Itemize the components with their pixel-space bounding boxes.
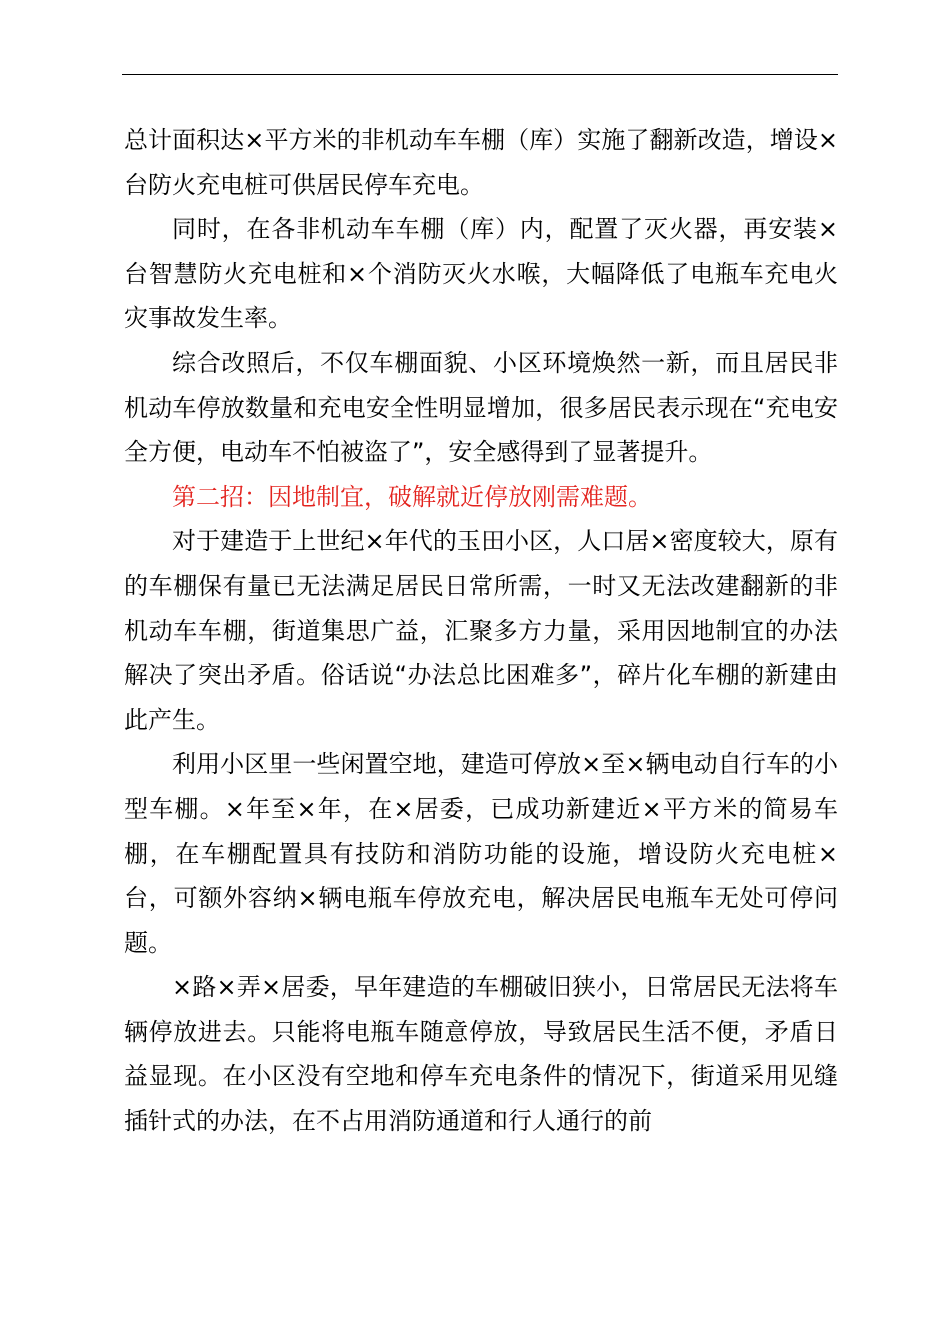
header-rule [122,74,838,75]
document-body [124,118,838,1144]
paragraph-continued: 总计面积达×平方米的非机动车车棚（库）实施了翻新改造，增设×台防火充电桩可供居民停车充电。 [124,126,838,199]
paragraph: 利用小区里一些闲置空地，建造可停放×至×辆电动自行车的小型车棚。×年至×年，在×居委，已成功新建近×平方米的简易车棚，在车棚配置具有技防和消防功能的设施，增设防火充电桩×台，可额外容纳×辆电瓶车停放充电，解决居民电瓶车无处可停问题。 [124,750,838,957]
paragraph: 同时，在各非机动车车棚（库）内，配置了灭火器，再安装×台智慧防火充电桩和×个消防灭火水喉，大幅降低了电瓶车充电火灾事故发生率。 [124,215,838,333]
section-heading: 第二招：因地制宜，破解就近停放刚需难题。 [172,482,652,511]
paragraph: ×路×弄×居委，早年建造的车棚破旧狭小，日常居民无法将车辆停放进去。只能将电瓶车随意停放，导致居民生活不便，矛盾日益显现。在小区没有空地和停车充电条件的情况下，街道采用见缝插针式的办法，在不占用消防通道和行人通行的前 [124,973,838,1136]
paragraph: 综合改照后，不仅车棚面貌、小区环境焕然一新，而且居民非机动车停放数量和充电安全性明显增加，很多居民表示现在“充电安全方便，电动车不怕被盗了”，安全感得到了显著提升。 [124,348,838,467]
paragraph: 对于建造于上世纪×年代的玉田小区，人口居×密度较大，原有的车棚保有量已无法满足居民日常所需，一时又无法改建翻新的非机动车车棚，街道集思广益，汇聚多方力量，采用因地制宜的办法解决了突出矛盾。俗话说“办法总比困难多”，碎片化车棚的新建由此产生。 [124,527,838,734]
